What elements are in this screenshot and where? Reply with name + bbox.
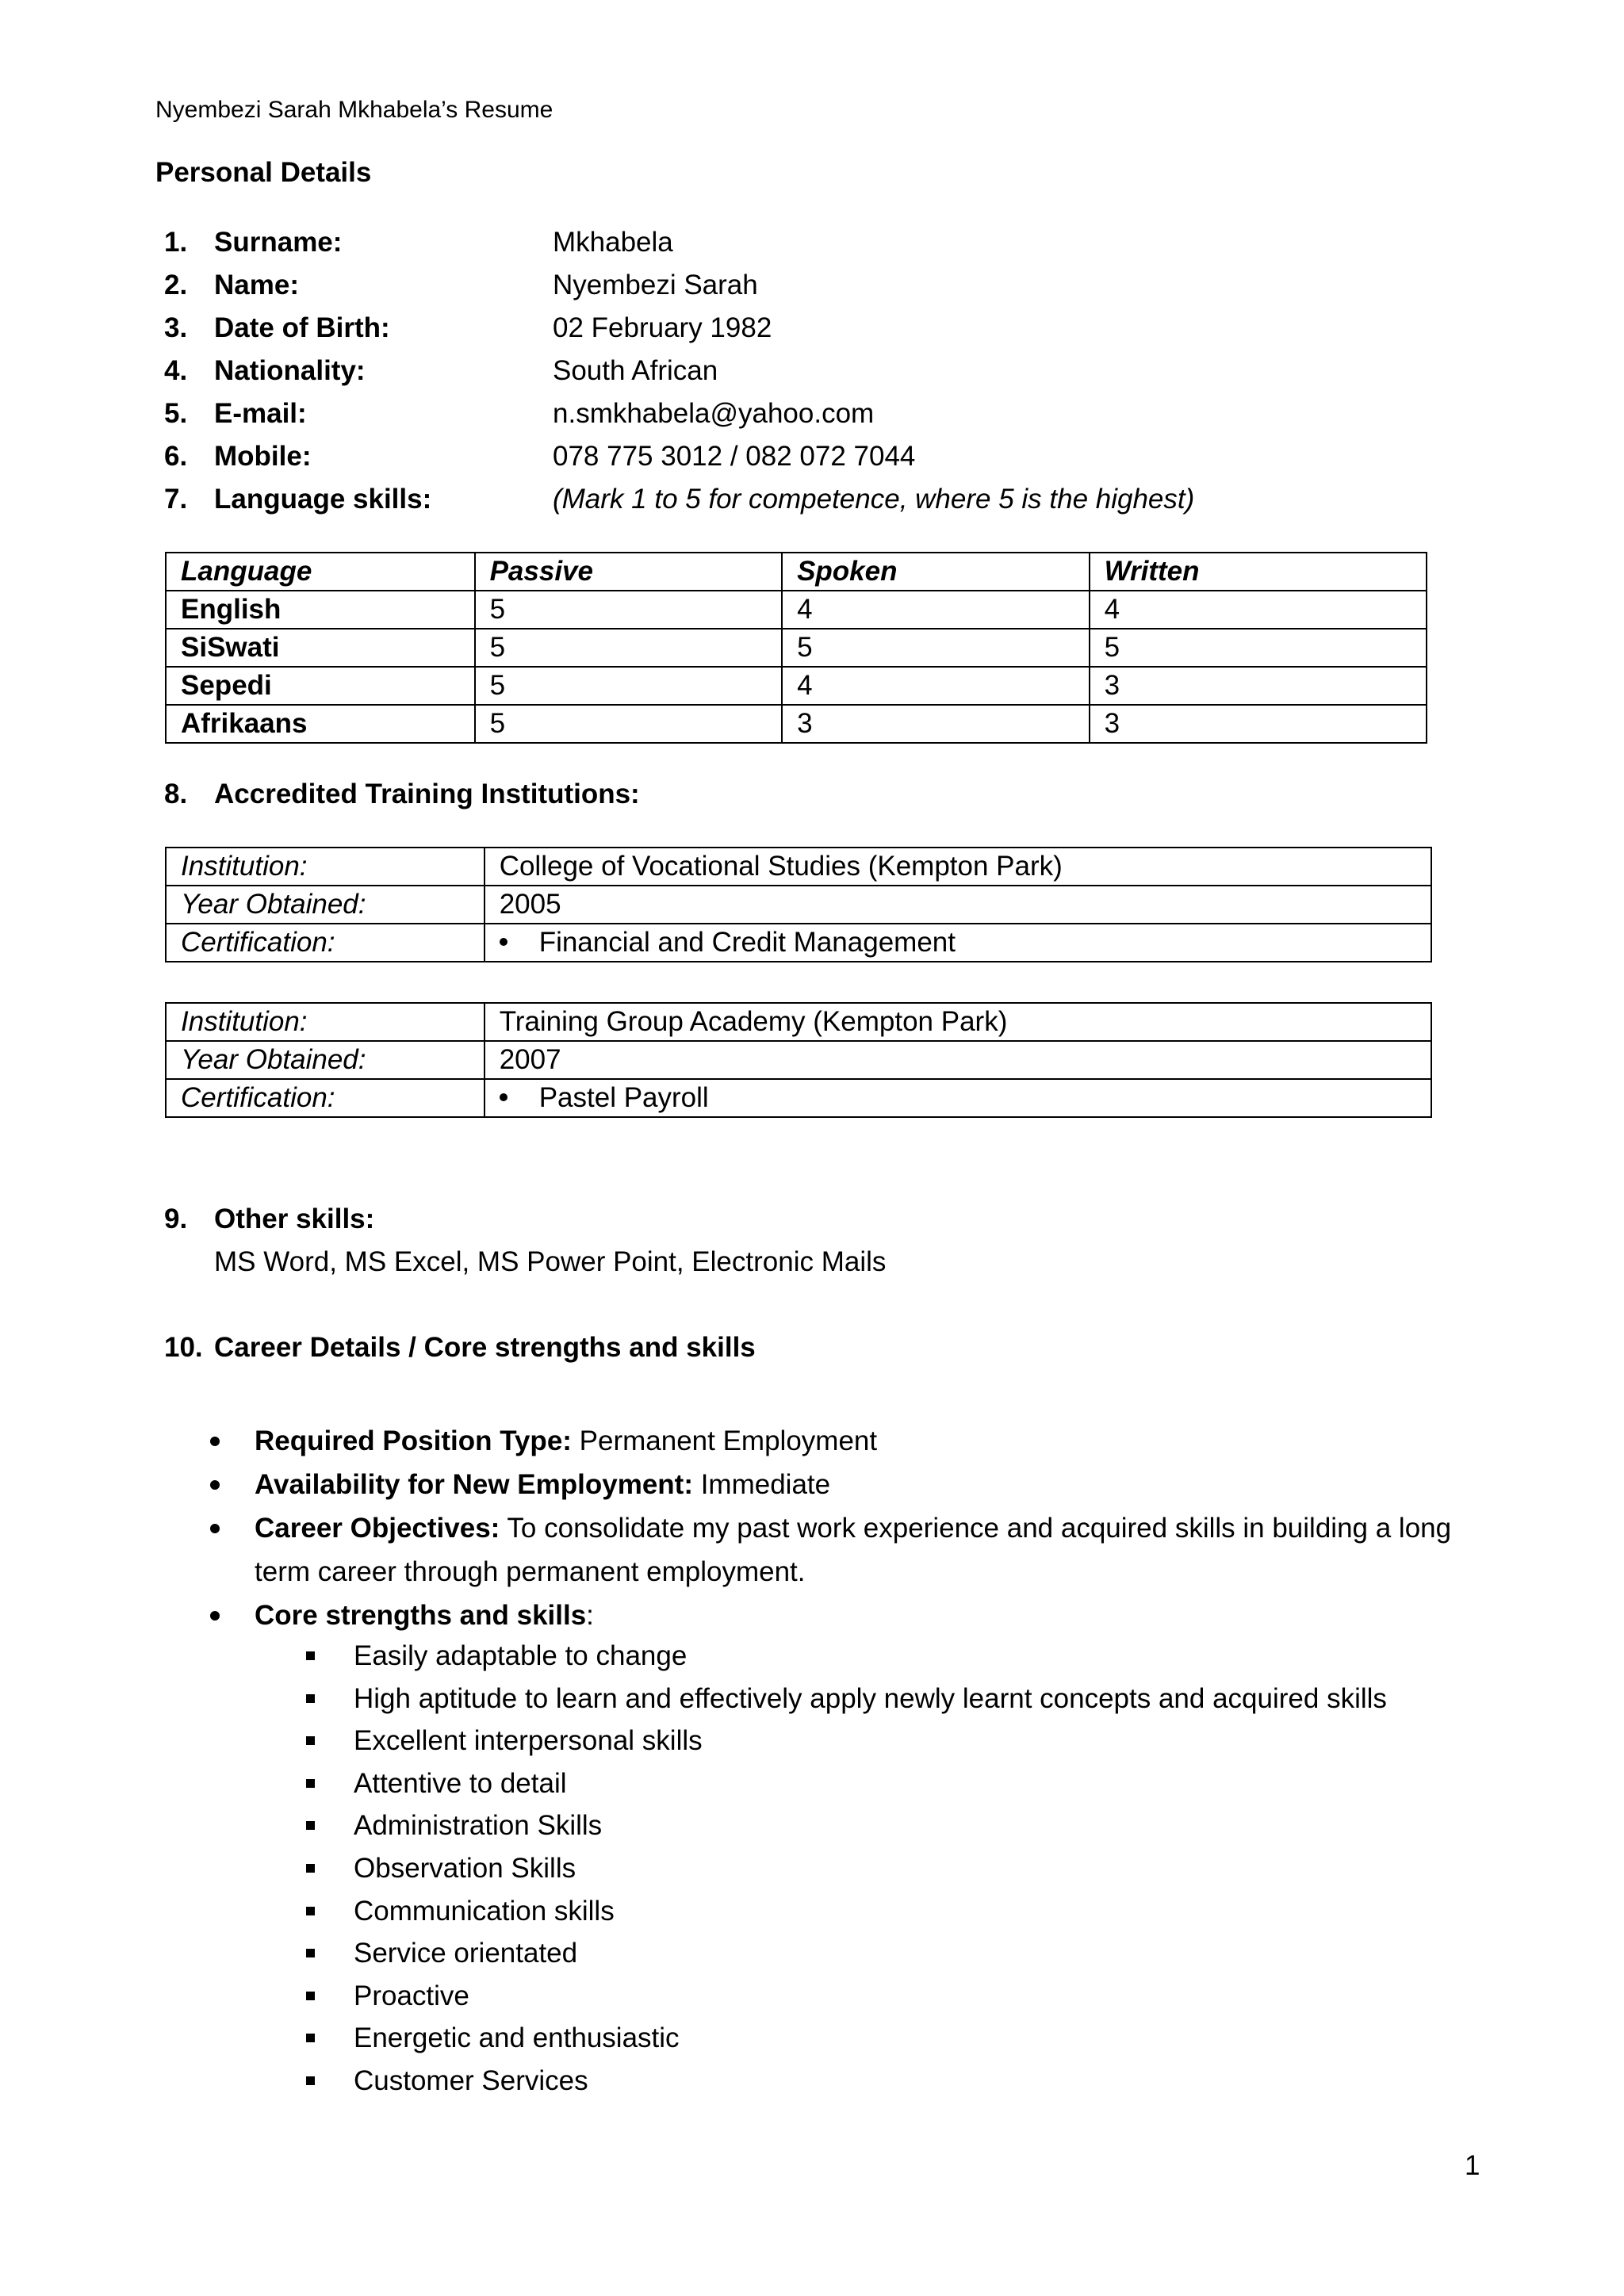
table-row <box>166 1079 1431 1117</box>
table-cell: 4 <box>1090 591 1427 629</box>
section-number: 10. <box>164 1332 203 1363</box>
table-cell: 5 <box>1090 629 1427 667</box>
column-header: Spoken <box>782 553 1090 591</box>
list-item <box>202 1419 1471 1463</box>
skill-text: Communication skills <box>354 1895 615 1927</box>
year-label: Year Obtained: <box>166 1041 485 1079</box>
item-label: Core strengths and skills <box>255 1600 587 1631</box>
column-header: Written <box>1090 553 1427 591</box>
year-value: 2005 <box>485 886 1431 924</box>
institution-name: Training Group Academy (Kempton Park) <box>485 1003 1431 1041</box>
institution-label: Institution: <box>166 1003 485 1041</box>
table-row <box>166 667 1427 705</box>
detail-label: Name: <box>214 270 299 300</box>
item-text: To consolidate my past work experience and acquired skills in building a long term career through permanent employment. <box>255 1513 1452 1587</box>
section-title-other-skills: Other skills: <box>214 1203 375 1234</box>
list-item <box>306 1975 1387 2018</box>
detail-number: 4. <box>164 355 188 386</box>
table-cell: Afrikaans <box>166 705 475 743</box>
bullet-icon <box>500 938 508 946</box>
institution-name: College of Vocational Studies (Kempton Park) <box>485 848 1431 886</box>
language-skills-table <box>165 552 1427 744</box>
square-bullet-icon <box>306 1907 315 1915</box>
item-text: : <box>586 1600 594 1631</box>
list-item <box>202 1594 1471 1637</box>
detail-number: 2. <box>164 270 188 300</box>
certification-label: Certification: <box>166 924 485 962</box>
certification-label: Certification: <box>166 1079 485 1117</box>
institution-label: Institution: <box>166 848 485 886</box>
skill-text: Excellent interpersonal skills <box>354 1725 703 1757</box>
detail-label: Nationality: <box>214 355 366 386</box>
skill-text: Attentive to detail <box>354 1767 567 1799</box>
table-row <box>166 886 1431 924</box>
skill-text: Proactive <box>354 1980 469 2011</box>
institution-table-1 <box>165 847 1432 962</box>
language-skills-note: (Mark 1 to 5 for competence, where 5 is the highest) <box>553 484 1195 515</box>
list-item <box>202 1506 1471 1594</box>
square-bullet-icon <box>306 2076 315 2085</box>
item-text: Permanent Employment <box>571 1425 878 1456</box>
list-item <box>306 1635 1387 1678</box>
table-cell: English <box>166 591 475 629</box>
table-cell: 5 <box>782 629 1090 667</box>
certification-cell <box>485 1079 1431 1117</box>
bullet-icon <box>500 1093 508 1101</box>
table-row <box>166 1003 1431 1041</box>
institution-table-2 <box>165 1002 1432 1118</box>
detail-number: 1. <box>164 227 188 258</box>
list-item <box>202 1463 1471 1506</box>
year-label: Year Obtained: <box>166 886 485 924</box>
square-bullet-icon <box>306 1779 315 1788</box>
list-item <box>306 1847 1387 1890</box>
core-skills-list <box>306 1635 1387 2103</box>
table-row <box>166 848 1431 886</box>
item-label: Career Objectives: <box>255 1513 500 1544</box>
square-bullet-icon <box>306 1651 315 1660</box>
mobile-value: 078 775 3012 / 082 072 7044 <box>553 441 916 472</box>
item-text: Immediate <box>692 1469 831 1500</box>
list-item <box>306 2060 1387 2103</box>
column-header: Passive <box>475 553 783 591</box>
table-row <box>166 1041 1431 1079</box>
skill-text: Customer Services <box>354 2064 588 2096</box>
table-cell: 3 <box>1090 705 1427 743</box>
bullet-icon <box>210 1524 220 1533</box>
table-cell: Sepedi <box>166 667 475 705</box>
detail-label: Language skills: <box>214 484 432 515</box>
list-item <box>306 2017 1387 2060</box>
square-bullet-icon <box>306 1949 315 1957</box>
table-cell: SiSwati <box>166 629 475 667</box>
section-number: 9. <box>164 1203 188 1234</box>
detail-label: E-mail: <box>214 398 307 429</box>
document-header: Nyembezi Sarah Mkhabela’s Resume <box>155 97 553 123</box>
table-cell: 5 <box>475 667 783 705</box>
email-value: n.smkhabela@yahoo.com <box>553 398 875 429</box>
table-cell: 5 <box>475 591 783 629</box>
detail-number: 3. <box>164 312 188 343</box>
detail-number: 7. <box>164 484 188 515</box>
other-skills-text: MS Word, MS Excel, MS Power Point, Electronic Mails <box>214 1246 887 1277</box>
table-row <box>166 629 1427 667</box>
table-cell: 5 <box>475 705 783 743</box>
item-label: Required Position Type: <box>255 1425 572 1456</box>
certification-cell <box>485 924 1431 962</box>
detail-number: 6. <box>164 441 188 472</box>
square-bullet-icon <box>306 1864 315 1873</box>
bullet-icon <box>210 1437 220 1446</box>
section-title-career: Career Details / Core strengths and skills <box>214 1332 756 1363</box>
skill-text: Energetic and enthusiastic <box>354 2022 680 2054</box>
skill-text: Observation Skills <box>354 1852 576 1884</box>
list-item <box>306 1932 1387 1975</box>
skill-text: Administration Skills <box>354 1810 603 1842</box>
square-bullet-icon <box>306 1821 315 1830</box>
page-number: 1 <box>1465 2150 1480 2181</box>
detail-value: South African <box>553 355 718 386</box>
list-item <box>306 1678 1387 1720</box>
table-cell: 5 <box>475 629 783 667</box>
detail-label: Surname: <box>214 227 343 258</box>
table-cell: 3 <box>1090 667 1427 705</box>
column-header: Language <box>166 553 475 591</box>
career-details-list <box>202 1419 1471 1637</box>
square-bullet-icon <box>306 1736 315 1745</box>
skill-text: Easily adaptable to change <box>354 1640 688 1671</box>
detail-label: Date of Birth: <box>214 312 390 343</box>
list-item <box>306 1762 1387 1805</box>
square-bullet-icon <box>306 1992 315 2000</box>
list-item <box>306 1890 1387 1933</box>
square-bullet-icon <box>306 1694 315 1703</box>
skill-text: High aptitude to learn and effectively apply newly learnt concepts and acquired skills <box>354 1682 1387 1714</box>
item-label: Availability for New Employment: <box>255 1469 693 1500</box>
table-cell: 4 <box>782 591 1090 629</box>
table-cell: 3 <box>782 705 1090 743</box>
year-value: 2007 <box>485 1041 1431 1079</box>
section-title-personal-details: Personal Details <box>155 157 372 188</box>
detail-value: Nyembezi Sarah <box>553 270 758 300</box>
table-cell: 4 <box>782 667 1090 705</box>
detail-label: Mobile: <box>214 441 312 472</box>
section-number: 8. <box>164 779 188 809</box>
detail-number: 5. <box>164 398 188 429</box>
section-title-training: Accredited Training Institutions: <box>214 779 640 809</box>
bullet-icon <box>210 1611 220 1621</box>
detail-value: Mkhabela <box>553 227 673 258</box>
skill-text: Service orientated <box>354 1938 578 1969</box>
table-row <box>166 924 1431 962</box>
table-header-row <box>166 553 1427 591</box>
bullet-icon <box>210 1480 220 1490</box>
detail-value: 02 February 1982 <box>553 312 772 343</box>
square-bullet-icon <box>306 2034 315 2042</box>
certification-value: Financial and Credit Management <box>538 927 956 958</box>
list-item <box>306 1804 1387 1847</box>
list-item <box>306 1720 1387 1762</box>
certification-value: Pastel Payroll <box>538 1082 709 1113</box>
table-row <box>166 591 1427 629</box>
table-row <box>166 705 1427 743</box>
